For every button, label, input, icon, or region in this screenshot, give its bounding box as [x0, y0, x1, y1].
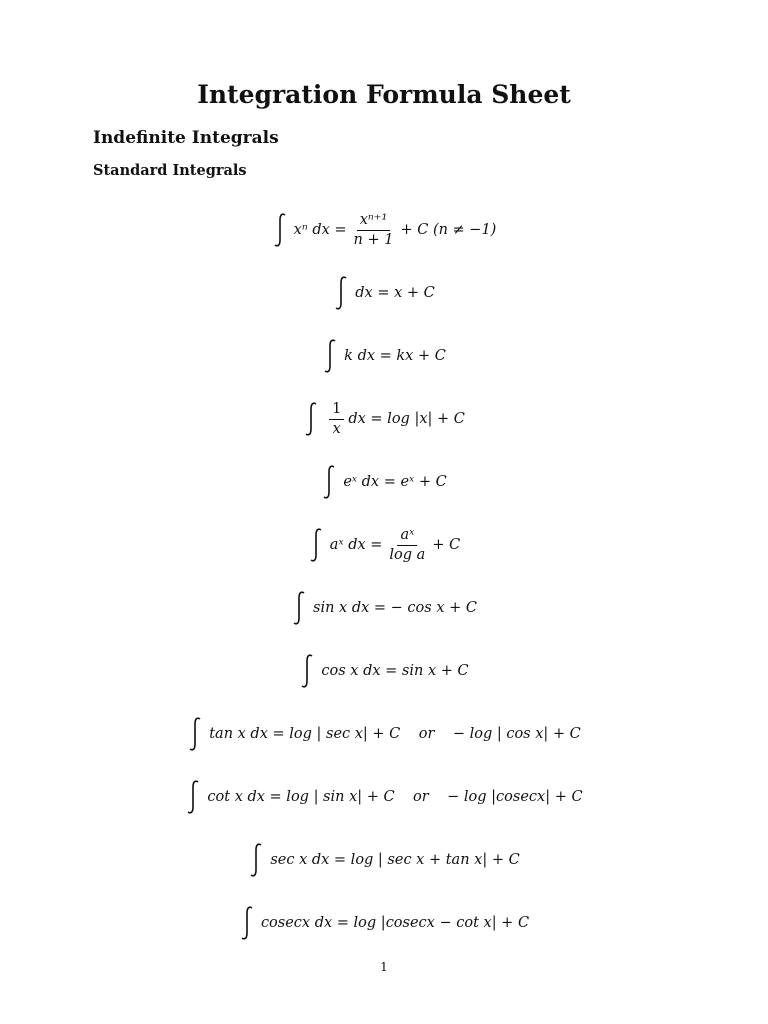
formula-fraction — [386, 527, 428, 563]
formula-expression: cot x dx = log | sin x| + C or − log |cosecx| + C — [207, 789, 583, 805]
formula-dx — [0, 268, 768, 318]
subsection-heading: Standard Integrals — [93, 162, 247, 179]
formula-expression: tan x dx = log | sec x| + C or − log | cos x| + C — [209, 726, 581, 742]
formula-cotangent — [0, 772, 768, 822]
formula-cosine — [0, 646, 768, 696]
formula-expression: cosecx dx = log |cosecx − cot x| + C — [260, 915, 530, 931]
formula-fraction — [351, 212, 397, 248]
fraction-numerator: aˣ — [397, 527, 417, 546]
formula-expression: k dx = kx + C — [344, 348, 446, 364]
integral-sign-icon — [185, 779, 201, 815]
integral-sign-icon — [248, 842, 264, 878]
formula-sine — [0, 583, 768, 633]
integral-sign-icon — [187, 716, 203, 752]
integral-sign-icon — [322, 338, 338, 374]
formula-expression: sin x dx = − cos x + C — [313, 600, 477, 616]
integral-sign-icon — [299, 653, 315, 689]
document-title: Integration Formula Sheet — [197, 80, 571, 109]
integral-sign-icon — [321, 464, 337, 500]
formula-tangent — [0, 709, 768, 759]
formula-secant — [0, 835, 768, 885]
formula-expression: cos x dx = sin x + C — [321, 663, 469, 679]
fraction-denominator: x — [332, 420, 341, 437]
formula-remainder: dx = log |x| + C — [348, 411, 465, 427]
integral-sign-icon — [308, 527, 324, 563]
formula-integrand: xⁿ dx = — [293, 222, 347, 238]
formula-expression: eˣ dx = eˣ + C — [343, 474, 447, 490]
formula-general-exponential — [0, 520, 768, 570]
integral-sign-icon — [291, 590, 307, 626]
formula-expression: dx = x + C — [355, 285, 435, 301]
formula-integrand: aˣ dx = — [329, 537, 383, 553]
formula-remainder: + C (n ≠ −1) — [400, 222, 497, 238]
fraction-denominator: log a — [389, 546, 426, 563]
fraction-denominator: n + 1 — [353, 231, 394, 248]
integral-sign-icon — [333, 275, 349, 311]
formula-power-rule — [0, 205, 768, 255]
formula-fraction — [329, 401, 344, 437]
formula-expression: sec x dx = log | sec x + tan x| + C — [270, 852, 520, 868]
page-number: 1 — [380, 960, 388, 974]
formula-constant — [0, 331, 768, 381]
integral-sign-icon — [239, 905, 255, 941]
formula-reciprocal — [0, 394, 768, 444]
fraction-numerator: xⁿ⁺¹ — [357, 212, 391, 231]
formula-remainder: + C — [432, 537, 461, 553]
integral-sign-icon — [272, 212, 288, 248]
integral-sign-icon — [303, 401, 319, 437]
fraction-numerator: 1 — [329, 401, 344, 420]
section-heading: Indefinite Integrals — [93, 128, 279, 148]
formula-exponential — [0, 457, 768, 507]
formula-cosecant — [0, 898, 768, 948]
